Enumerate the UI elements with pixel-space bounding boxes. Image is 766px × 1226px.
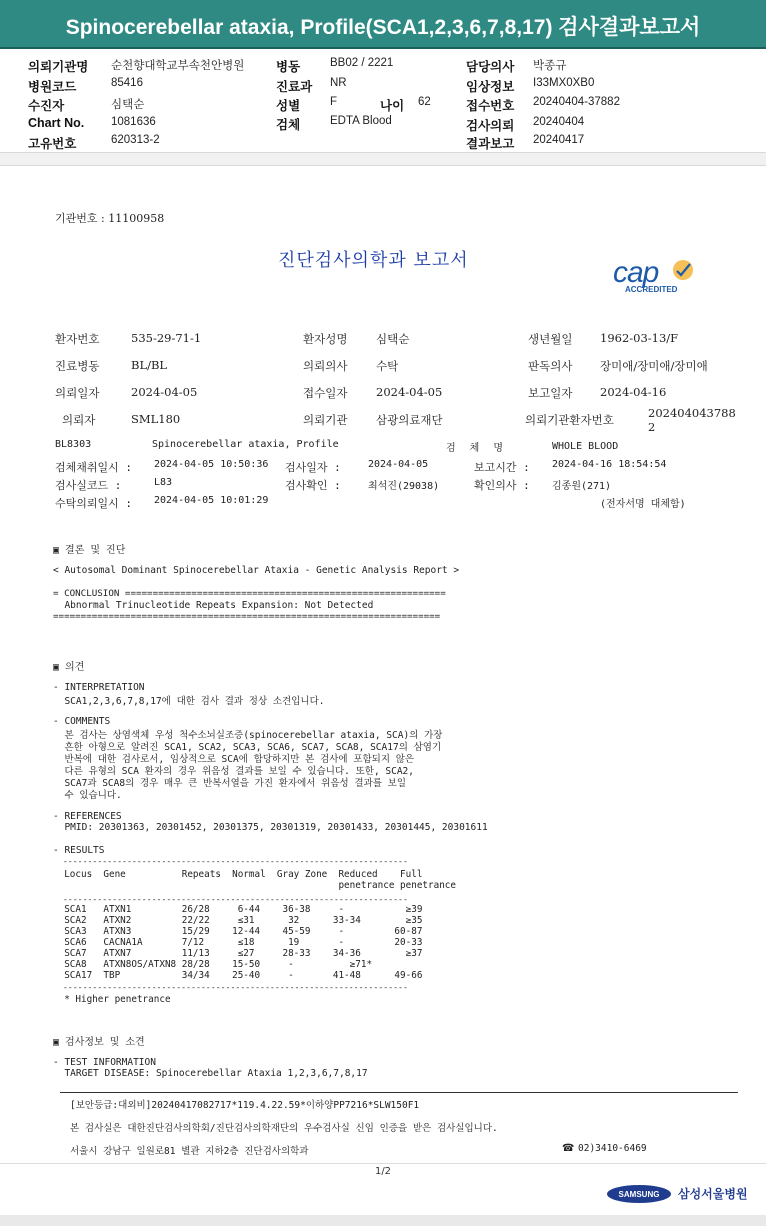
confirm-value: 최석진(29038) bbox=[368, 481, 440, 492]
receive-value: 2024-04-05 10:01:29 bbox=[154, 495, 269, 506]
testinfo-text: TARGET DISEASE: Spinocerebellar Ataxia 1,2,3,6,7,8,17 bbox=[53, 1068, 368, 1079]
results-note: * Higher penetrance bbox=[53, 994, 171, 1005]
hdr-label: 검체 bbox=[276, 118, 301, 132]
grid-value: 202404043788 bbox=[648, 406, 736, 420]
specimen-label: 검 체 명 bbox=[446, 443, 508, 454]
hdr-value: 박종규 bbox=[533, 60, 567, 72]
hdr-label: 고유번호 bbox=[28, 137, 77, 151]
table-row: SCA17 TBP 34/34 25-40 - 41-48 49-66 bbox=[53, 970, 423, 981]
hdr-value: 순천향대학교부속천안병원 bbox=[111, 60, 245, 72]
hdr-label: 진료과 bbox=[276, 80, 313, 94]
table-row: SCA2 ATXN2 22/22 ≤31 32 33-34 ≥35 bbox=[53, 915, 423, 926]
table-row: SCA8 ATXN8OS/ATXN8 28/28 15-50 - ≥71* bbox=[53, 959, 373, 970]
hdr-label: 임상정보 bbox=[466, 80, 515, 94]
hdr-value: F bbox=[330, 96, 338, 108]
hdr-value: 20240404 bbox=[533, 116, 585, 128]
header-divider bbox=[0, 152, 766, 166]
cap-accredited-text: ACCREDITED bbox=[625, 285, 678, 294]
hdr-value: 20240417 bbox=[533, 134, 585, 146]
grid-value: 2024-04-05 bbox=[131, 385, 198, 399]
section-heading: ▣ 결론 및 진단 bbox=[53, 545, 126, 556]
comment-line: 본 검사는 상염색체 우성 척수소뇌실조증(spinocerebellar ataxia, SCA)의 가장 bbox=[53, 730, 443, 741]
report-time-label: 보고시간 : bbox=[474, 461, 530, 474]
grid-value: 삼광의료재단 bbox=[376, 413, 443, 427]
conclusion-rule: ====================================================================== bbox=[53, 611, 441, 622]
hdr-label: 검사의뢰 bbox=[466, 119, 515, 133]
comment-line: 반복에 대한 검사로서, 임상적으로 SCA에 합당하지만 본 검사에 포함되지 않은 bbox=[53, 754, 415, 765]
grid-value: 535-29-71-1 bbox=[131, 331, 202, 345]
hdr-value: I33MX0XB0 bbox=[533, 77, 595, 89]
results-label: - RESULTS bbox=[53, 845, 105, 856]
grid-value: SML180 bbox=[131, 412, 181, 426]
hdr-label: 성별 bbox=[276, 99, 301, 113]
cap-accredited-logo bbox=[613, 256, 713, 296]
hdr-label: 의뢰기관명 bbox=[28, 60, 89, 74]
receive-label: 수탁의뢰일시 : bbox=[55, 497, 133, 510]
hospital-name: 삼성서울병원 bbox=[678, 1187, 748, 1201]
confirm-label: 검사확인 : bbox=[285, 479, 341, 492]
comments-label: - COMMENTS bbox=[53, 716, 111, 727]
hdr-value: EDTA Blood bbox=[330, 115, 392, 127]
testinfo-label: - TEST INFORMATION bbox=[53, 1057, 156, 1068]
lab-address: 서울시 강남구 일원로81 별관 지하2층 진단검사의학과 bbox=[70, 1146, 309, 1157]
interp-text: SCA1,2,3,6,7,8,17에 대한 검사 결과 정상 소견입니다. bbox=[53, 696, 325, 707]
section-heading: ▣ 검사정보 및 소견 bbox=[53, 1037, 145, 1048]
results-rule: ---------------------------------------------------------------------- bbox=[53, 856, 408, 866]
table-row: SCA7 ATXN7 11/13 ≤27 28-33 34-36 ≥37 bbox=[53, 948, 423, 959]
results-header: penetrance penetrance bbox=[53, 880, 456, 891]
hdr-label: 담당의사 bbox=[466, 60, 515, 74]
grid-label: 접수일자 bbox=[303, 386, 348, 400]
table-row: SCA6 CACNA1A 7/12 ≤18 19 - 20-33 bbox=[53, 937, 423, 948]
hdr-label: 병동 bbox=[276, 60, 301, 74]
hdr-value: 85416 bbox=[111, 77, 143, 89]
grid-label: 의뢰의사 bbox=[303, 359, 348, 373]
samsung-logo-icon bbox=[606, 1184, 672, 1204]
conclusion-text: Abnormal Trinucleotide Repeats Expansion: Not Detected bbox=[53, 600, 374, 611]
hdr-label: 수진자 bbox=[28, 99, 65, 113]
esign-note: (전자서명 대체함) bbox=[600, 499, 686, 510]
page-bottom-strip bbox=[0, 1215, 766, 1226]
exam-date-label: 검사일자 : bbox=[285, 461, 341, 474]
comment-line: 흔한 아형으로 알려진 SCA1, SCA2, SCA3, SCA6, SCA7, SCA8, SCA17의 삼염기 bbox=[53, 742, 442, 753]
grid-value: 심택순 bbox=[376, 332, 410, 346]
grid-label: 판독의사 bbox=[528, 359, 573, 373]
grid-value: 2024-04-16 bbox=[600, 385, 667, 399]
collect-value: 2024-04-05 10:50:36 bbox=[154, 459, 269, 470]
grid-value: 1962-03-13/F bbox=[600, 331, 679, 345]
grid-label: 의뢰자 bbox=[62, 413, 96, 427]
hdr-value: NR bbox=[330, 77, 347, 89]
specimen-value: WHOLE BLOOD bbox=[552, 441, 619, 452]
hdr-value: 620313-2 bbox=[111, 134, 160, 146]
results-rule: ---------------------------------------------------------------------- bbox=[53, 982, 408, 992]
results-header: Locus Gene Repeats Normal Gray Zone Reduced Full bbox=[53, 869, 423, 880]
hdr-label: 병원코드 bbox=[28, 80, 77, 94]
interp-label: - INTERPRETATION bbox=[53, 682, 145, 693]
lab-code-label: 검사실코드 : bbox=[55, 479, 122, 492]
references-text: PMID: 20301363, 20301452, 20301375, 20301319, 20301433, 20301445, 20301611 bbox=[53, 822, 488, 833]
hdr-label: Chart No. bbox=[28, 116, 85, 130]
grid-label: 환자성명 bbox=[303, 332, 348, 346]
grid-label: 의뢰기관 bbox=[303, 413, 348, 427]
samsung-logo-text: SAMSUNG bbox=[618, 1190, 660, 1199]
conclusion-rule: = CONCLUSION ========================================================== bbox=[53, 588, 446, 599]
cap-logo-text: cap bbox=[613, 256, 659, 289]
grid-value: BL/BL bbox=[131, 358, 168, 372]
comment-line: 다른 유형의 SCA 환자의 경우 위음성 결과를 보일 수 있습니다. 또한, SCA2, bbox=[53, 766, 414, 777]
grid-label: 진료병동 bbox=[55, 359, 100, 373]
test-code: BL8303 bbox=[55, 439, 92, 450]
references-label: - REFERENCES bbox=[53, 811, 122, 822]
hdr-value: BB02 / 2221 bbox=[330, 57, 394, 69]
collect-label: 검체채취일시 : bbox=[55, 461, 133, 474]
hdr-value: 심택순 bbox=[111, 99, 145, 111]
cap-check-icon bbox=[671, 258, 695, 282]
conclusion-title: < Autosomal Dominant Spinocerebellar Ataxia - Genetic Analysis Report > bbox=[53, 565, 460, 576]
report-title: 진단검사의학과 보고서 bbox=[278, 250, 469, 271]
page-number: 1/2 bbox=[374, 1166, 392, 1177]
grid-label: 의뢰일자 bbox=[55, 386, 100, 400]
age-value: 62 bbox=[418, 96, 431, 108]
lab-phone: 02)3410-6469 bbox=[578, 1143, 647, 1154]
grid-value: 2024-04-05 bbox=[376, 385, 443, 399]
grid-label: 의뢰기관환자번호 bbox=[525, 413, 614, 427]
grid-label: 생년월일 bbox=[528, 332, 573, 346]
report-title-bar bbox=[0, 0, 766, 49]
section-heading: ▣ 의견 bbox=[53, 662, 85, 673]
confirm-doc-value: 김종원(271) bbox=[552, 481, 612, 492]
hdr-label: 결과보고 bbox=[466, 137, 515, 151]
results-rule: ---------------------------------------------------------------------- bbox=[53, 894, 408, 904]
phone-icon: ☎ bbox=[562, 1143, 575, 1154]
page-title: Spinocerebellar ataxia, Profile(SCA1,2,3,6,7,8,17) 검사결과보고서 bbox=[65, 16, 701, 39]
report-time-value: 2024-04-16 18:54:54 bbox=[552, 459, 667, 470]
comment-line: SCA7과 SCA8의 경우 매우 큰 반복서열을 가진 환자에서 위음성 결과를 보일 bbox=[53, 778, 406, 789]
comment-line: 수 있습니다. bbox=[53, 790, 122, 801]
grid-value: 장미애/장미애/장미애 bbox=[600, 359, 708, 373]
table-row: SCA1 ATXN1 26/28 6-44 36-38 - ≥39 bbox=[53, 904, 423, 915]
security-level: [보안등급:대외비]20240417082717*119.4.22.59*이하양PP7216*SLW150F1 bbox=[70, 1100, 420, 1111]
footer-divider bbox=[60, 1092, 738, 1093]
table-row: SCA3 ATXN3 15/29 12-44 45-59 - 60-87 bbox=[53, 926, 423, 937]
grid-value: 수탁 bbox=[376, 359, 399, 373]
lab-code-value: L83 bbox=[154, 477, 173, 488]
test-name: Spinocerebellar ataxia, Profile bbox=[152, 439, 339, 450]
grid-label: 환자번호 bbox=[55, 332, 100, 346]
institution-number: 기관번호 : 11100958 bbox=[55, 212, 165, 225]
hdr-value: 20240404-37882 bbox=[533, 96, 620, 108]
hdr-value: 1081636 bbox=[111, 116, 156, 128]
certification-note: 본 검사실은 대한진단검사의학회/진단검사의학재단의 우수검사실 신임 인증을 받은 검사실입니다. bbox=[70, 1123, 498, 1134]
confirm-doc-label: 확인의사 : bbox=[474, 479, 530, 492]
age-label: 나이 bbox=[380, 99, 405, 113]
grid-value-wrap: 2 bbox=[648, 420, 656, 434]
hdr-label: 접수번호 bbox=[466, 99, 515, 113]
grid-label: 보고일자 bbox=[528, 386, 573, 400]
exam-date-value: 2024-04-05 bbox=[368, 459, 429, 470]
